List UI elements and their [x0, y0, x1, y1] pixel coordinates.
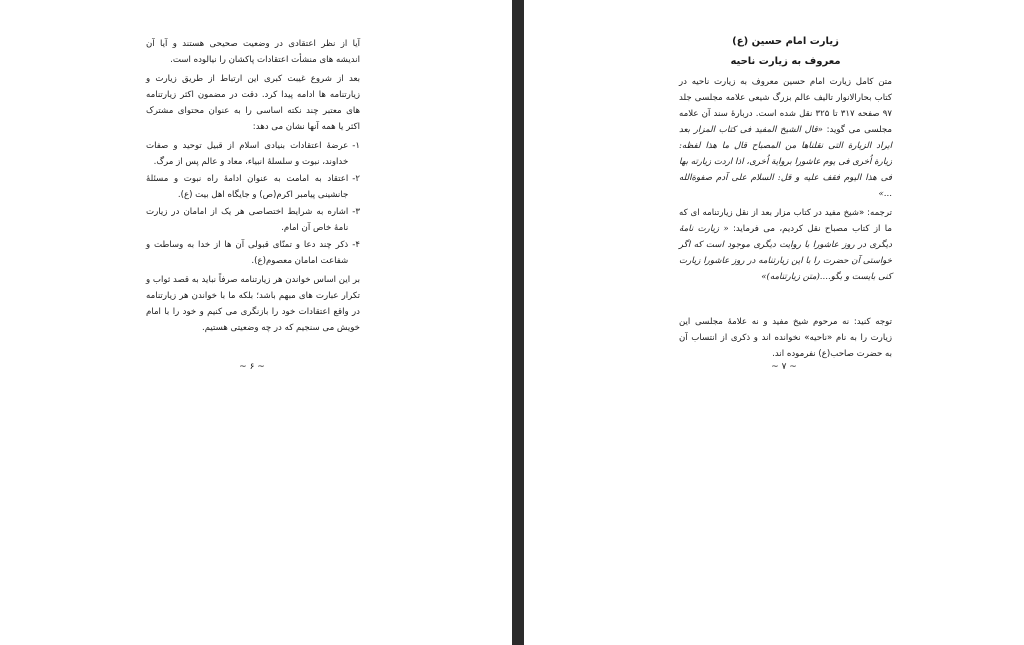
title-block — [679, 32, 892, 72]
intro-text: متن کامل زیارت امام حسین معروف به زیارت ناحیه در کتاب بحارالانوار تالیف عالم بزرگ شیعی علامه مجلسی جلد ۹۷ صفحه ۳۱۷ تا ۳۲۵ نقل شده است. دربارهٔ سند آن علامه مجلسی می گوید: — [679, 77, 893, 135]
page-number: ~ ۷ ~ — [771, 362, 797, 372]
list-number: ۱- — [352, 141, 360, 151]
list-item — [146, 171, 360, 203]
numbered-list — [146, 138, 360, 269]
list-number: ۲- — [352, 174, 360, 184]
list-text: اعتقاد به امامت به عنوان ادامهٔ راه نبوت و مسئلهٔ جانشینی پیامبر اکرم(ص) و جایگاه اهل بیت (ع). — [146, 174, 349, 200]
list-item — [146, 204, 360, 236]
list-text: عرضهٔ اعتقادات بنیادی اسلام از قبیل توحید و صفات خداوند، نبوت و سلسلهٔ انبیاء، معاد و عالم پس از مرگ. — [146, 141, 349, 167]
book-spine — [512, 0, 524, 645]
paragraph: بعد از شروع غیبت کبری این ارتباط از طریق زیارت و زیارتنامه ها ادامه پیدا کرد. دقت در مضمون اکثر زیارتنامه های معتبر چند نکته اساسی را به عنوان محتوای مشترک اکثر یا همه آنها نشان می دهد: — [146, 74, 360, 132]
translation-label: ترجمه: «شیخ مفید در کتاب مزار بعد از نقل زیارتنامه ای که ما از کتاب مصباح نقل کردیم، می فرماید: — [679, 208, 892, 234]
paragraph: آیا از نظر اعتقادی در وضعیت صحیحی هستند و آیا آن اندیشه های منشأت اعتقادات پاکشان را نیالوده است. — [146, 39, 360, 65]
note-paragraph: توجه کنید: نه مرحوم شیخ مفید و نه علامهٔ مجلسی این زیارت را به نام «ناحیه» نخوانده اند و ذکری از انتساب آن به حضرت صاحب(ع) نفرموده اند. — [679, 317, 892, 359]
closing-paragraph: بر این اساس خواندن هر زیارتنامه صرفاً نباید به قصد ثواب و تکرار عبارت های مبهم باشد؛ بلکه ما با خواندن هر زیارتنامه در واقع اعتقادات خود را بازنگری می کنیم و خود را با امام خویش می سنجیم که در چه وضعیتی هستیم. — [146, 275, 360, 333]
spacer — [679, 288, 892, 314]
translation-text: « زیارت نامهٔ دیگری در روز عاشورا با روایت دیگری موجود است که اگر خواستی آن حضرت را با این زیارتنامه در روز عاشورا زیارت کنی بایست و بگو....(متن زیارتنامه)» — [679, 224, 892, 282]
right-page-text — [679, 74, 892, 365]
arabic-quote: «قال الشیخ المفید فی کتاب المزار بعد ایراد الزیارة التی نقلناها من المصباح قال ما هذا لفظه: زیارة اُخری فی یوم عاشورا بروایة اُخری، اذا اردت زیارته بها فی هذا الیوم فقف علیه و قل: السلام علی آدم صفوةالله ...» — [679, 125, 892, 199]
left-page-text — [146, 36, 360, 339]
list-text: ذکر چند دعا و تمنّای قبولی آن ها از خدا به وساطت و شفاعت امامان معصوم(ع). — [146, 240, 349, 266]
list-item — [146, 138, 360, 170]
list-number: ۴- — [352, 240, 360, 250]
page-subtitle: معروف به زیارت ناحیه — [730, 56, 841, 67]
list-number: ۳- — [352, 207, 360, 217]
page-number: ~ ۶ ~ — [239, 362, 265, 372]
intro-paragraph — [679, 74, 892, 202]
translation-paragraph — [679, 205, 892, 285]
right-page — [524, 0, 1024, 645]
page-title: زیارت امام حسین (ع) — [732, 36, 839, 47]
list-text: اشاره به شرایط اختصاصی هر یک از امامان در زیارت نامهٔ خاص آن امام. — [146, 207, 349, 233]
list-item — [146, 237, 360, 269]
